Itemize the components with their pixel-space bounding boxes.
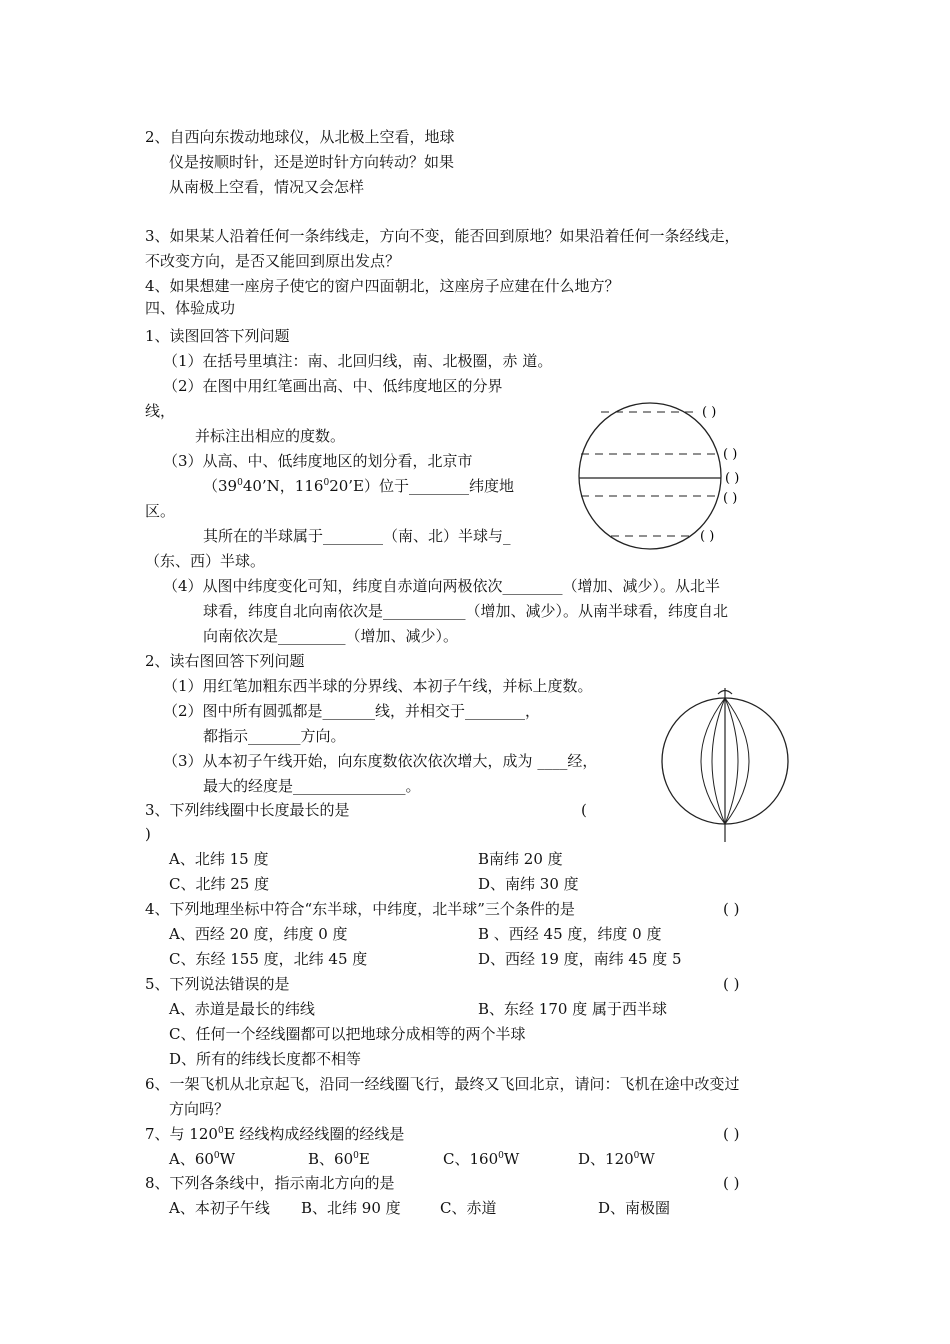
e7-option-b: B、$60^0E$ [308,1150,370,1168]
e1-part1: （1）在括号里填注：南、北回归线，南、北极圈，赤 道。 [163,352,553,370]
bracket-3: ( ) [725,471,740,486]
e1-part3e: （东、西）半球。 [145,552,266,570]
e1-part3a: （3）从高、中、低纬度地区的划分看，北京市 [163,452,473,470]
globe-outline [579,403,721,549]
e3-paren-open: ( [581,801,587,819]
e5-option-a: A、赤道是最长的纬线 [169,1000,315,1018]
e1-part2a: （2）在图中用红笔画出高、中、低纬度地区的分界 [163,377,503,395]
e7-option-c: C、$160^0W$ [443,1150,520,1168]
e7-option-d: D、$120^0W$ [578,1150,655,1168]
e2-part1: （1）用红笔加粗东西半球的分界线、本初子午线，并标上度数。 [163,677,593,695]
e4-question: 4、下列地理坐标中符合“东半球，中纬度，北半球”三个条件的是 [145,900,575,918]
e7-option-a: A、$60^0W$ [169,1150,236,1168]
e6-line1: 6、一架飞机从北京起飞，沿同一经线圈飞行，最终又飞回北京，请问：飞机在途中改变过 [145,1075,740,1093]
e5-option-c: C、任何一个经线圈都可以把地球分成相等的两个半球 [169,1025,526,1043]
e6-line2: 方向吗？ [169,1100,230,1118]
e8-option-b: B、北纬 90 度 [301,1199,401,1217]
q3-line1: 3、如果某人沿着任何一条纬线走，方向不变，能否回到原地？如果沿着任何一条经线走， [145,227,740,245]
e2-part2a: （2）图中所有圆弧都是_______线，并相交于________， [163,702,541,720]
e4-option-b: B 、西经 45 度，纬度 0 度 [478,925,662,943]
bracket-2: ( ) [723,447,738,462]
meridian-arc-east-inner [725,698,738,824]
meridian-arc-east-outer [725,698,749,824]
e4-option-d: D、西经 19 度，南纬 45 度 5 [478,950,682,968]
e1-part3d: 其所在的半球属于________（南、北）半球与_ [203,527,511,545]
meridian-globe-diagram [655,686,795,846]
e8-question: 8、下列各条线中，指示南北方向的是 [145,1174,395,1192]
e4-option-a: A、西经 20 度，纬度 0 度 [169,925,348,943]
e5-answer-paren: ( ) [723,975,740,993]
q3-line2: 不改变方向，是否又能回到原出发点？ [145,252,401,270]
e3-option-a: A、北纬 15 度 [169,850,269,868]
e5-option-b: B、东经 170 度 属于西半球 [478,1000,667,1018]
e2-title: 2、读右图回答下列问题 [145,652,305,670]
e1-title: 1、读图回答下列问题 [145,327,290,345]
e3-option-d: D、南纬 30 度 [478,875,579,893]
e3-option-c: C、北纬 25 度 [169,875,270,893]
e5-question: 5、下列说法错误的是 [145,975,290,993]
e1-part3b: （$39^040’N$，$116^020’E$）位于________纬度地 [203,477,514,495]
e1-part4a: （4）从图中纬度变化可知，纬度自赤道向两极依次________（增加、减少）。从北半 [163,577,721,595]
e8-option-d: D、南极圈 [598,1199,671,1217]
e1-part4b: 球看，纬度自北向南依次是___________（增加、减少）。从南半球看，纬度自北 [203,602,729,620]
e1-part4c: 向南依次是_________（增加、减少）。 [203,627,459,645]
e3-option-b: B南纬 20 度 [478,850,563,868]
meridian-arc-west-inner [712,698,725,824]
e1-part2b: 线， [145,402,176,420]
e2-part2b: 都指示_______方向。 [203,727,346,745]
q4-text: 4、如果想建一座房子使它的窗户四面朝北，这座房子应建在什么地方？ [145,277,620,295]
e1-part3c: 区。 [145,502,176,520]
e3-paren-close: ) [145,825,151,843]
e8-option-c: C、赤道 [440,1199,497,1217]
e4-answer-paren: ( ) [723,900,740,918]
e5-option-d: D、所有的纬线长度都不相等 [169,1050,362,1068]
latitude-globe-diagram [575,398,795,558]
meridian-arc-west-outer [701,698,725,824]
q2-line1: 2、自西向东拨动地球仪，从北极上空看，地球 [145,128,455,146]
e7-question: 7、与 $120^0E$ 经线构成经线圈的经线是 [145,1125,405,1143]
bracket-1: ( ) [702,405,717,420]
q2-line2: 仪是按顺时针，还是逆时针方向转动？如果 [169,153,455,171]
e2-part3b: 最大的经度是_______________。 [203,777,421,795]
e1-part2c: 并标注出相应的度数。 [195,427,346,445]
e2-part3a: （3）从本初子午线开始，向东度数依次依次增大，成为 ____经， [163,752,598,770]
e4-option-c: C、东经 155 度，北纬 45 度 [169,950,368,968]
e7-answer-paren: ( ) [723,1125,740,1143]
bracket-4: ( ) [723,491,738,506]
e8-option-a: A、本初子午线 [169,1199,270,1217]
e8-answer-paren: ( ) [723,1174,740,1192]
e3-question: 3、下列纬线圈中长度最长的是 [145,801,350,819]
q2-line3: 从南极上空看，情况又会怎样 [169,178,365,196]
bracket-5: ( ) [700,529,715,544]
section-title: 四、体验成功 [145,299,236,317]
